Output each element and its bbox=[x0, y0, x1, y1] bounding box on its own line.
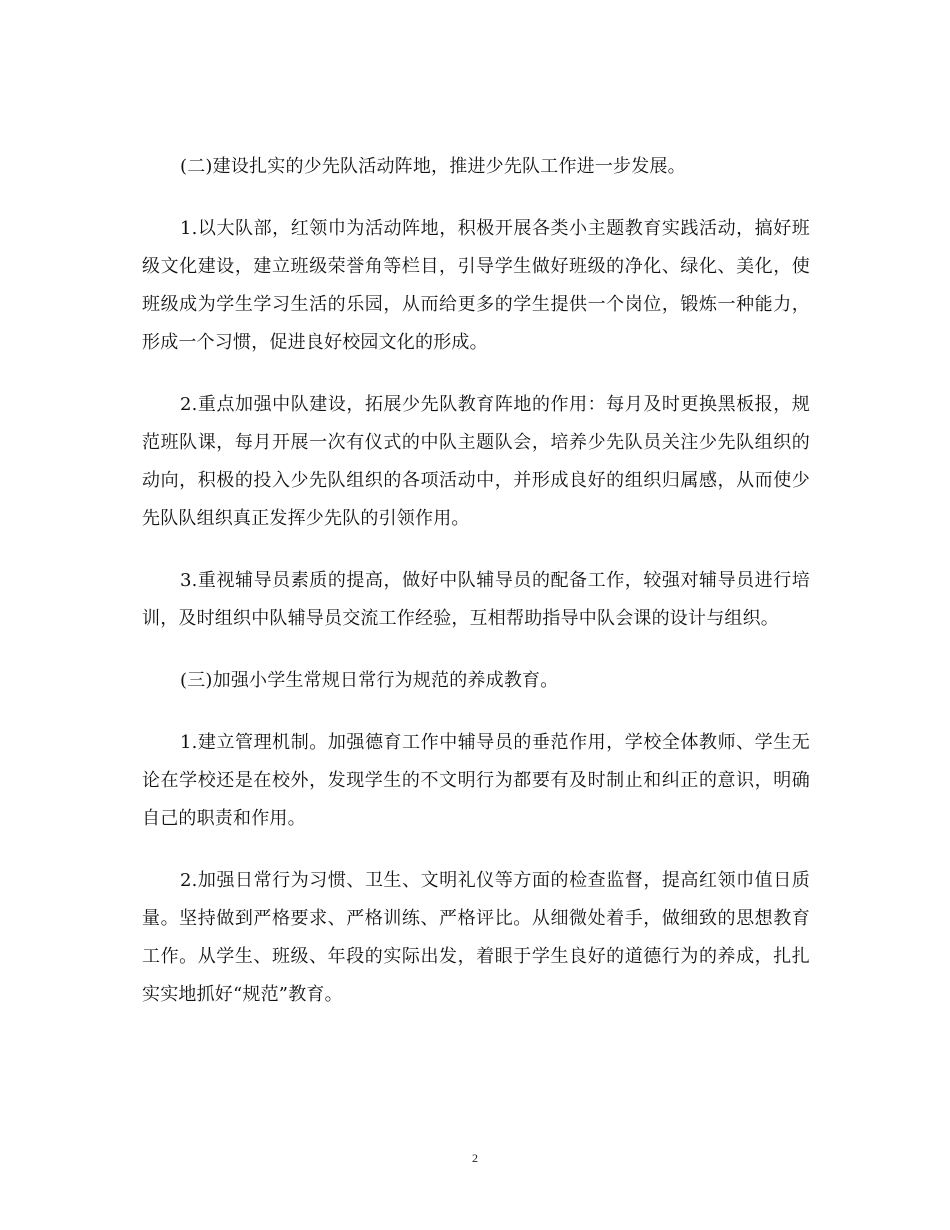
page-number: 2 bbox=[472, 1151, 478, 1165]
document-body bbox=[142, 148, 810, 1038]
paragraph-3-2: 2.加强日常行为习惯、卫生、文明礼仪等方面的检查监督，提高红领巾值日质量。坚持做到严格要求、严格训练、严格评比。从细微处着手，做细致的思想教育工作。从学生、班级、年段的实际出发，着眼于学生良好的道德行为的养成，扎扎实实地抓好“规范”教育。 bbox=[142, 870, 810, 1005]
section-heading-2: (二)建设扎实的少先队活动阵地，推进少先队工作进一步发展。 bbox=[180, 156, 686, 177]
section-heading-3: (三)加强小学生常规日常行为规范的养成教育。 bbox=[180, 670, 559, 691]
paragraph-3-1: 1.建立管理机制。加强德育工作中辅导员的垂范作用，学校全体教师、学生无论在学校还是在校外，发现学生的不文明行为都要有及时制止和纠正的意识，明确自己的职责和作用。 bbox=[142, 732, 810, 829]
paragraph-2-2: 2.重点加强中队建设，拓展少先队教育阵地的作用：每月及时更换黑板报，规范班队课，每月开展一次有仪式的中队主题队会，培养少先队员关注少先队组织的动向，积极的投入少先队组织的各项活动中，并形成良好的组织归属感，从而使少先队队组织真正发挥少先队的引领作用。 bbox=[142, 394, 810, 529]
paragraph-2-1: 1.以大队部，红领巾为活动阵地，积极开展各类小主题教育实践活动，搞好班级文化建设，建立班级荣誉角等栏目，引导学生做好班级的净化、绿化、美化，使班级成为学生学习生活的乐园，从而给更多的学生提供一个岗位，锻炼一种能力，形成一个习惯，促进良好校园文化的形成。 bbox=[142, 218, 810, 353]
paragraph-2-3: 3.重视辅导员素质的提高，做好中队辅导员的配备工作，较强对辅导员进行培训，及时组织中队辅导员交流工作经验，互相帮助指导中队会课的设计与组织。 bbox=[142, 570, 810, 629]
